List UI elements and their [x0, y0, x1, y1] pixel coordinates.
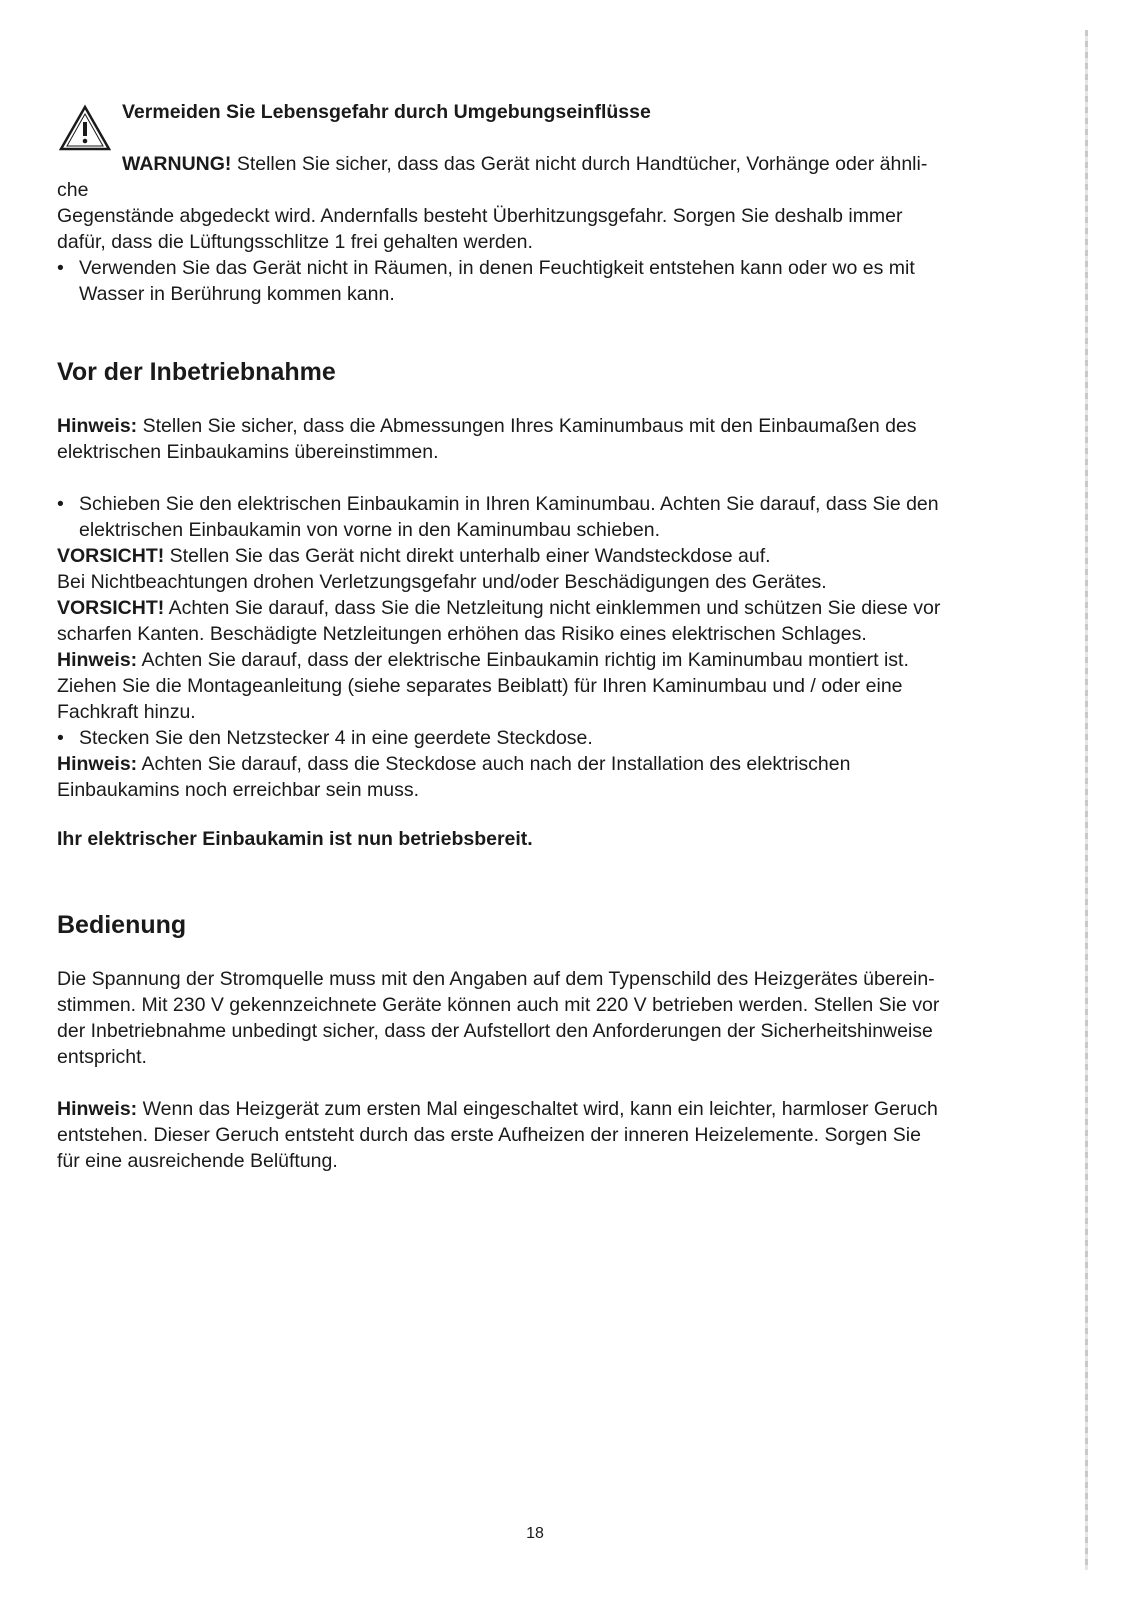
hinweis-2-line-1 [57, 647, 909, 673]
vorsicht-2-line-2: scharfen Kanten. Beschädigte Netzleitungen erhöhen das Risiko eines elektrischen Schlages. [57, 623, 867, 645]
section-heading-before-use: Vor der Inbetriebnahme [57, 358, 336, 386]
hinweis-2-text: Achten Sie darauf, dass der elektrische Einbaukamin richtig im Kaminumbau montiert ist. [141, 649, 909, 671]
vorsicht-2-text: Achten Sie darauf, dass Sie die Netzleitung nicht einklemmen und schützen Sie diese vor [168, 597, 941, 619]
operation-hinweis-line-1 [57, 1096, 938, 1122]
hinweis-3-line-1 [57, 751, 850, 777]
hinweis-1-text: Stellen Sie sicher, dass die Abmessungen Ihres Kaminumbaus mit den Einbaumaßen des [142, 415, 917, 437]
hinweis-1-line-1 [57, 413, 917, 439]
warning-bullet-line-1: Verwenden Sie das Gerät nicht in Räumen, in denen Feuchtigkeit entstehen kann oder wo es mit [79, 257, 915, 279]
operation-para-line-4: entspricht. [57, 1046, 147, 1068]
scan-edge [1085, 30, 1088, 1570]
warning-line-3: Gegenstände abgedeckt wird. Andernfalls besteht Überhitzungsgefahr. Sorgen Sie deshalb immer [57, 205, 903, 227]
hinweis-label: Hinweis: [57, 649, 138, 671]
vorsicht-1-line-1 [57, 543, 771, 569]
hinweis-label: Hinweis: [57, 753, 138, 775]
warning-bullet-line-2: Wasser in Berührung kommen kann. [79, 283, 395, 305]
hinweis-2-line-2: Ziehen Sie die Montageanleitung (siehe separates Beiblatt) für Ihren Kaminumbau und / oder eine [57, 675, 903, 697]
operation-hinweis-line-2: entstehen. Dieser Geruch entsteht durch das erste Aufheizen der inneren Heizelemente. Sorgen Sie [57, 1124, 921, 1146]
hinweis-1-line-2: elektrischen Einbaukamins übereinstimmen. [57, 441, 439, 463]
warning-line-2: che [57, 179, 89, 201]
operation-para-line-2: stimmen. Mit 230 V gekennzeichnete Geräte können auch mit 220 V betrieben werden. Stellen Sie vor [57, 994, 940, 1016]
before-bullet-2: Stecken Sie den Netzstecker 4 in eine geerdete Steckdose. [79, 727, 593, 749]
before-bullet-1-line-1: Schieben Sie den elektrischen Einbaukamin in Ihren Kaminumbau. Achten Sie darauf, dass Sie den [79, 493, 939, 515]
warning-line-1 [122, 151, 927, 177]
before-bullet-1-line-2: elektrischen Einbaukamin von vorne in den Kaminumbau schieben. [79, 519, 661, 541]
warning-title: Vermeiden Sie Lebensgefahr durch Umgebungseinflüsse [122, 101, 651, 123]
hinweis-3-line-2: Einbaukamins noch erreichbar sein muss. [57, 779, 420, 801]
section-heading-operation: Bedienung [57, 911, 187, 939]
operation-hinweis-text: Wenn das Heizgerät zum ersten Mal eingeschaltet wird, kann ein leichter, harmloser Geruch [142, 1098, 938, 1120]
bullet-mark: • [57, 493, 64, 515]
operation-para-line-1: Die Spannung der Stromquelle muss mit den Angaben auf dem Typenschild des Heizgerätes überein- [57, 968, 935, 990]
warning-line-4: dafür, dass die Lüftungsschlitze 1 frei gehalten werden. [57, 231, 533, 253]
ready-statement: Ihr elektrischer Einbaukamin ist nun betriebsbereit. [57, 828, 533, 850]
vorsicht-2-line-1 [57, 595, 940, 621]
operation-para-line-3: der Inbetriebnahme unbedingt sicher, dass der Aufstellort den Anforderungen der Sicherheitshinweise [57, 1020, 933, 1042]
warning-triangle-icon [58, 104, 112, 152]
hinweis-label: Hinweis: [57, 415, 138, 437]
bullet-mark: • [57, 727, 64, 749]
hinweis-3-text: Achten Sie darauf, dass die Steckdose auch nach der Installation des elektrischen [141, 753, 851, 775]
hinweis-label: Hinweis: [57, 1098, 138, 1120]
vorsicht-label: VORSICHT! [57, 597, 165, 619]
warning-label: WARNUNG! [122, 153, 232, 175]
operation-hinweis-line-3: für eine ausreichende Belüftung. [57, 1150, 338, 1172]
warning-text-1: Stellen Sie sicher, dass das Gerät nicht durch Handtücher, Vorhänge oder ähnli- [236, 153, 928, 175]
page-number: 18 [526, 1525, 544, 1542]
vorsicht-label: VORSICHT! [57, 545, 165, 567]
hinweis-2-line-3: Fachkraft hinzu. [57, 701, 196, 723]
vorsicht-1-text: Stellen Sie das Gerät nicht direkt unterhalb einer Wandsteckdose auf. [169, 545, 771, 567]
bullet-mark: • [57, 257, 64, 279]
vorsicht-1-line-2: Bei Nichtbeachtungen drohen Verletzungsgefahr und/oder Beschädigungen des Gerätes. [57, 571, 827, 593]
